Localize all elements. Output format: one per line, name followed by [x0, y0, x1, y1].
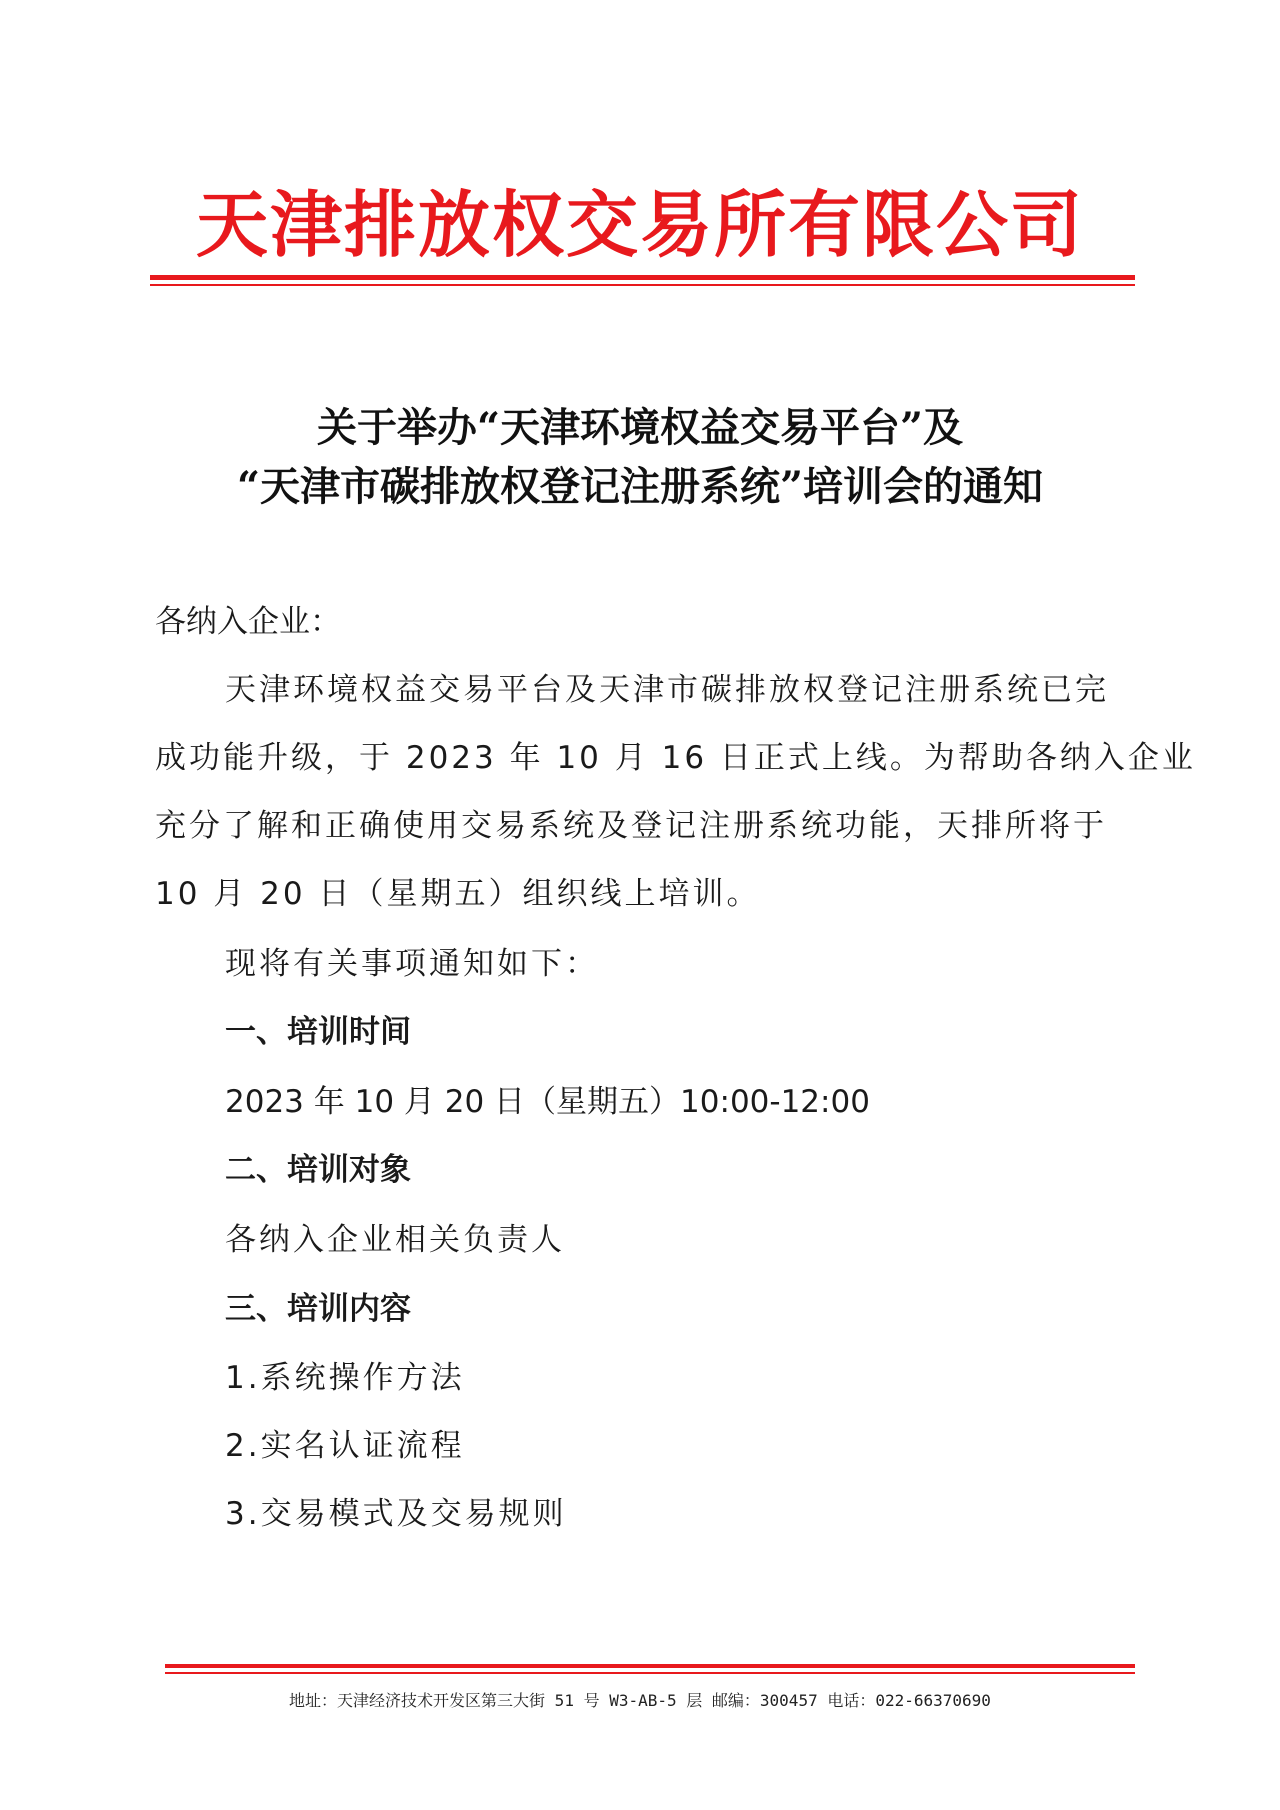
letterhead-rule-thin	[150, 284, 1135, 286]
letterhead-rule-thick	[150, 275, 1135, 280]
paragraph-1-line-3: 充分了解和正确使用交易系统及登记注册系统功能，天排所将于	[155, 808, 1107, 844]
letterhead-company-name: 天津排放权交易所有限公司	[195, 182, 1084, 267]
salutation: 各纳入企业：	[155, 604, 341, 640]
footer-contact-info: 地址：天津经济技术开发区第三大街 51 号 W3-AB-5 层 邮编：300457 电话：022-66370690	[289, 1691, 991, 1710]
paragraph-1-line-2: 成功能升级，于 2023 年 10 月 16 日正式上线。为帮助各纳入企业	[155, 740, 1196, 776]
paragraph-1-line-1: 天津环境权益交易平台及天津市碳排放权登记注册系统已完	[225, 672, 1109, 708]
section-content-item-2: 2.实名认证流程	[225, 1428, 465, 1464]
paragraph-2: 现将有关事项通知如下：	[225, 946, 599, 982]
section-content-heading: 三、培训内容	[225, 1291, 411, 1327]
section-time-content: 2023 年 10 月 20 日（星期五）10:00-12:00	[225, 1084, 870, 1120]
notice-title-line-1: 关于举办“天津环境权益交易平台”及	[316, 404, 963, 451]
section-audience-heading: 二、培训对象	[225, 1152, 411, 1188]
footer-rule-thick	[165, 1664, 1135, 1668]
section-time-heading: 一、培训时间	[225, 1014, 411, 1050]
footer-rule-thin	[165, 1672, 1135, 1674]
paragraph-1-line-4: 10 月 20 日（星期五）组织线上培训。	[155, 876, 761, 912]
section-content-item-1: 1.系统操作方法	[225, 1360, 465, 1396]
notice-title-line-2: “天津市碳排放权登记注册系统”培训会的通知	[236, 463, 1043, 510]
section-audience-content: 各纳入企业相关负责人	[225, 1222, 565, 1258]
section-content-item-3: 3.交易模式及交易规则	[225, 1496, 567, 1532]
